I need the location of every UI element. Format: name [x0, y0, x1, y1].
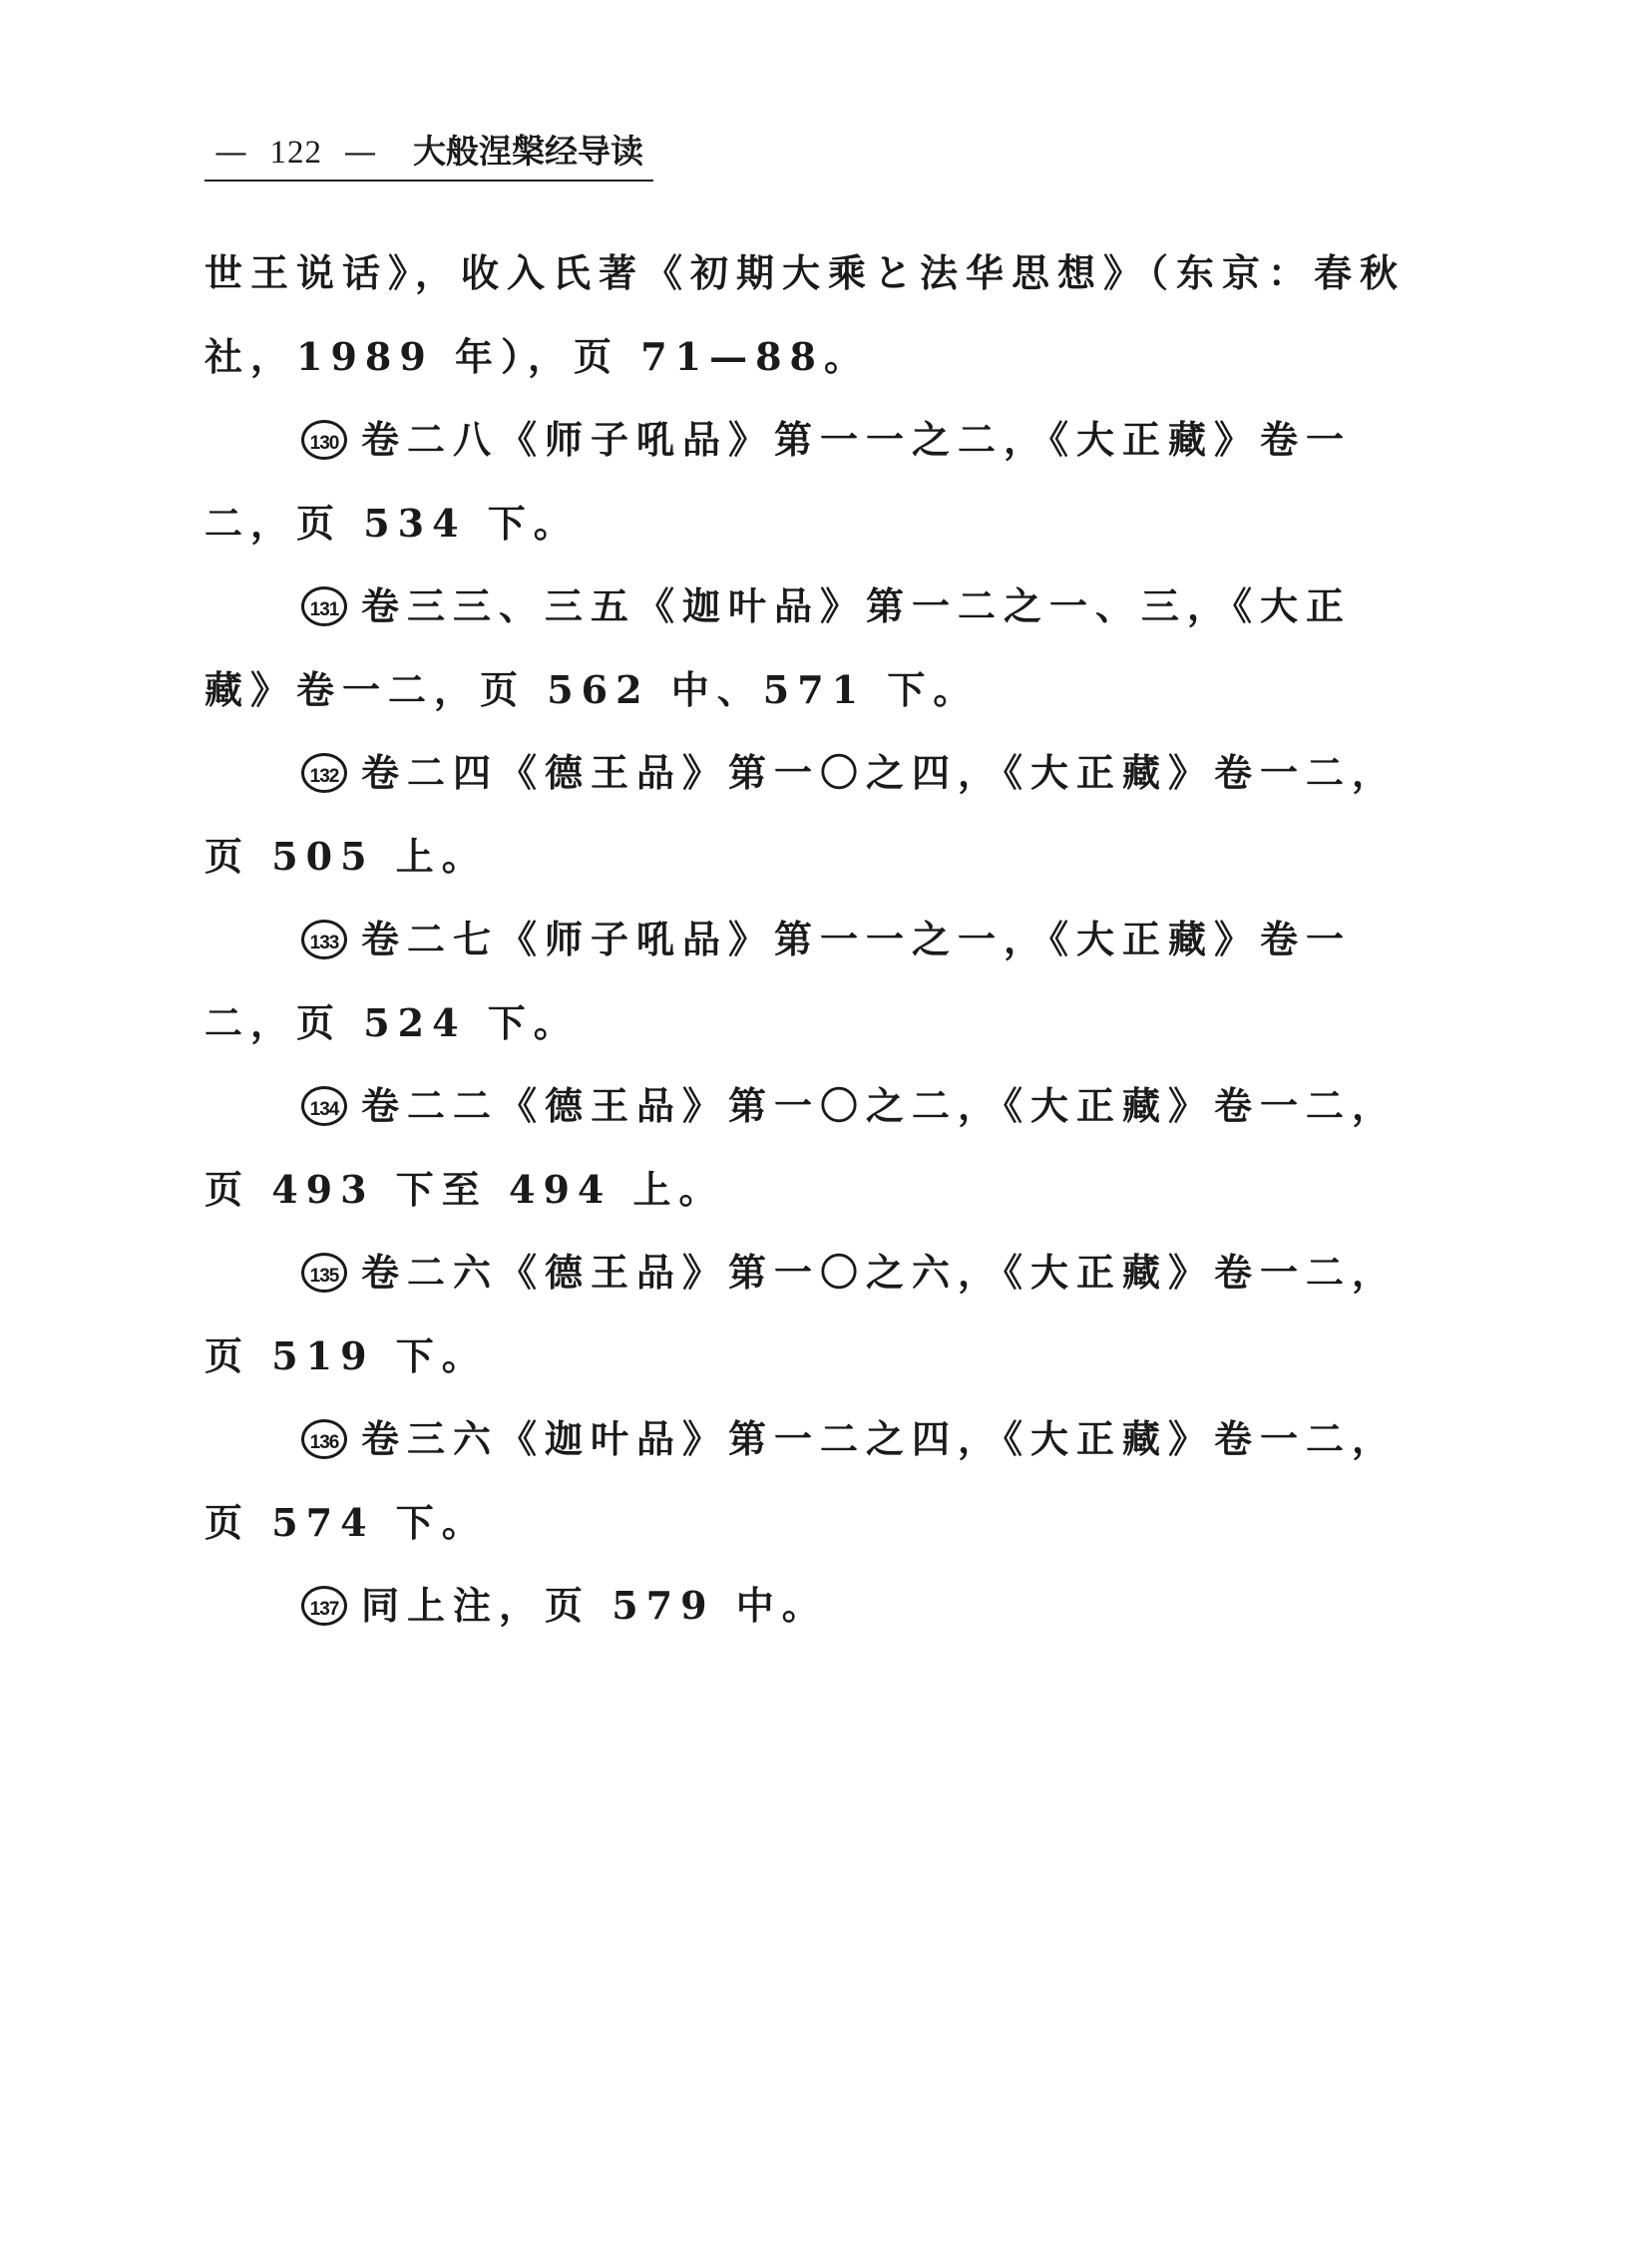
endnote-132 — [204, 731, 1431, 815]
header-dash-left: — — [214, 132, 248, 171]
line-text: 卷二二《德王品》第一〇之二，《大正藏》卷一二， — [361, 1083, 1399, 1128]
note-number: 136 — [309, 1432, 339, 1453]
note-number: 131 — [309, 599, 339, 620]
note-number-circle — [301, 1253, 347, 1293]
note-number-circle — [301, 920, 347, 959]
note-number-circle — [301, 1586, 347, 1626]
line-text: 二，页 534 下。 — [204, 500, 580, 546]
line-text: 页 519 下。 — [204, 1332, 488, 1378]
text-line — [204, 1148, 1431, 1232]
endnote-133 — [204, 898, 1431, 981]
line-text: 同上注，页 579 中。 — [361, 1583, 828, 1628]
note-number-circle — [301, 753, 347, 793]
endnote-134 — [204, 1064, 1431, 1148]
line-text: 页 505 上。 — [204, 833, 488, 879]
note-number-circle — [301, 1086, 347, 1126]
line-text: 二，页 524 下。 — [204, 999, 580, 1045]
line-text: 世王说话》，收入氏著《初期大乘と法华思想》（东京：春秋 — [204, 250, 1407, 295]
line-text: 卷二六《德王品》第一〇之六，《大正藏》卷一二， — [361, 1250, 1399, 1295]
line-text: 卷二七《师子吼品》第一一之一，《大正藏》卷一 — [361, 917, 1353, 961]
line-text: 社，1989 年），页 71—88。 — [204, 333, 870, 379]
line-text: 卷二八《师子吼品》第一一之二，《大正藏》卷一 — [361, 417, 1353, 462]
line-text: 卷三六《迦叶品》第一二之四，《大正藏》卷一二， — [361, 1416, 1399, 1461]
note-number-circle — [301, 586, 347, 626]
book-title: 大般涅槃经导读 — [413, 132, 643, 171]
text-line — [204, 981, 1431, 1065]
line-text: 藏》卷一二，页 562 中、571 下。 — [204, 666, 980, 712]
line-text: 页 493 下至 494 上。 — [204, 1166, 725, 1212]
header-dash-right: — — [343, 132, 378, 171]
endnotes-body — [204, 231, 1431, 1648]
line-text: 卷二四《德王品》第一〇之四，《大正藏》卷一二， — [361, 750, 1399, 795]
note-number: 137 — [309, 1599, 339, 1620]
text-line — [204, 1481, 1431, 1565]
text-line — [204, 482, 1431, 566]
note-number: 130 — [309, 433, 339, 454]
endnote-137 — [204, 1564, 1431, 1648]
endnote-130 — [204, 398, 1431, 482]
running-head — [204, 128, 653, 182]
text-line — [204, 815, 1431, 899]
note-number: 133 — [309, 933, 339, 953]
note-number-circle — [301, 420, 347, 460]
note-number: 134 — [309, 1099, 339, 1120]
text-line — [204, 231, 1431, 315]
note-number: 132 — [309, 766, 339, 787]
endnote-135 — [204, 1231, 1431, 1315]
line-text: 页 574 下。 — [204, 1499, 488, 1545]
note-number-circle — [301, 1419, 347, 1459]
note-number: 135 — [309, 1266, 339, 1287]
text-line — [204, 648, 1431, 732]
line-text: 卷三三、三五《迦叶品》第一二之一、三，《大正 — [361, 583, 1353, 628]
text-line — [204, 315, 1431, 399]
page-number: 122 — [269, 135, 322, 171]
text-line — [204, 1315, 1431, 1398]
endnote-131 — [204, 565, 1431, 648]
endnote-136 — [204, 1397, 1431, 1481]
